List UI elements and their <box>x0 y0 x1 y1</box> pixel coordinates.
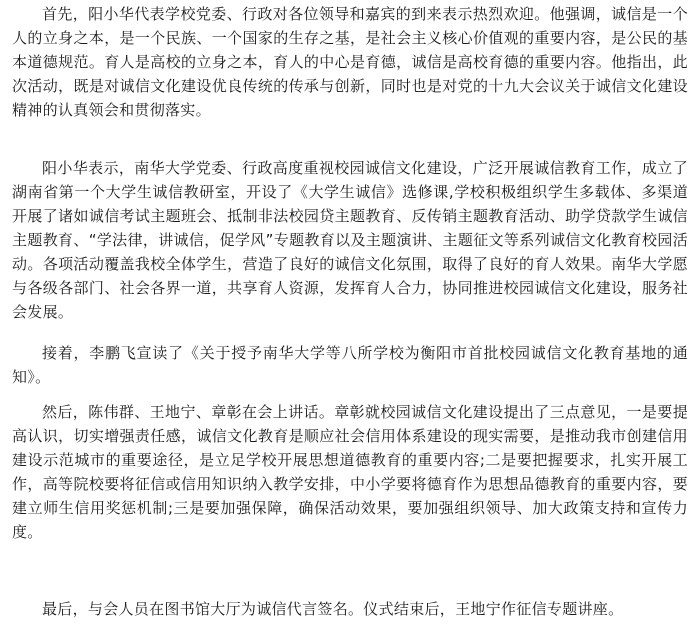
paragraph-opening-remarks: 首先，阳小华代表学校党委、行政对各位领导和嘉宾的到来表示热烈欢迎。他强调，诚信是一个人的立身之本，是一个民族、一个国家的生存之基，是社会主义核心价值观的重要内容，是公民的基本道德规范。育人是高校的立身之本，育人的中心是育德，诚信是高校育德的重要内容。他指出，此次活动，既是对诚信文化建设优良传统的传承与创新，同时也是对党的十九大会议关于诚信文化建设精神的认真领会和贯彻落实。 <box>12 5 688 119</box>
paragraph-university-efforts: 阳小华表示，南华大学党委、行政高度重视校园诚信文化建设，广泛开展诚信教育工作，成立了湖南省第一个大学生诚信教研室，开设了《大学生诚信》选修课,学校积极组织学生多载体、多渠道开展了诸如诚信考试主题班会、抵制非法校园贷主题教育、反传销主题教育活动、助学贷款学生诚信主题教育、“学法律，讲诚信，促学风”专题教育以及主题演讲、主题征文等系列诚信文化教育校园活动。各项活动覆盖我校全体学生，营造了良好的诚信文化氛围，取得了良好的育人效果。南华大学愿与各级各部门、社会各界一道，共享育人资源，发挥育人合力，协同推进校园诚信文化建设，服务社会发展。 <box>12 159 688 321</box>
paragraph-speeches: 然后，陈伟群、王地宁、章彰在会上讲话。章彰就校园诚信文化建设提出了三点意见，一是要提高认识，切实增强责任感，诚信文化教育是顺应社会信用体系建设的现实需要，是推动我市创建信用建设示范城市的重要途径，是立足学校开展思想道德教育的重要内容;二是要把握要求，扎实开展工作，高等院校要将征信或信用知识纳入教学安排，中小学要将德育作为思想品德教育的重要内容，要建立师生信用奖惩机制;三是要加强保障，确保活动效果，要加强组织领导、加大政策支持和宣传力度。 <box>12 403 688 541</box>
paragraph-notice-reading: 接着，李鹏飞宣读了《关于授予南华大学等八所学校为衡阳市首批校园诚信文化教育基地的通知》。 <box>12 344 688 386</box>
paragraph-closing: 最后，与会人员在图书馆大厅为诚信代言签名。仪式结束后，王地宁作征信专题讲座。 <box>42 600 624 618</box>
